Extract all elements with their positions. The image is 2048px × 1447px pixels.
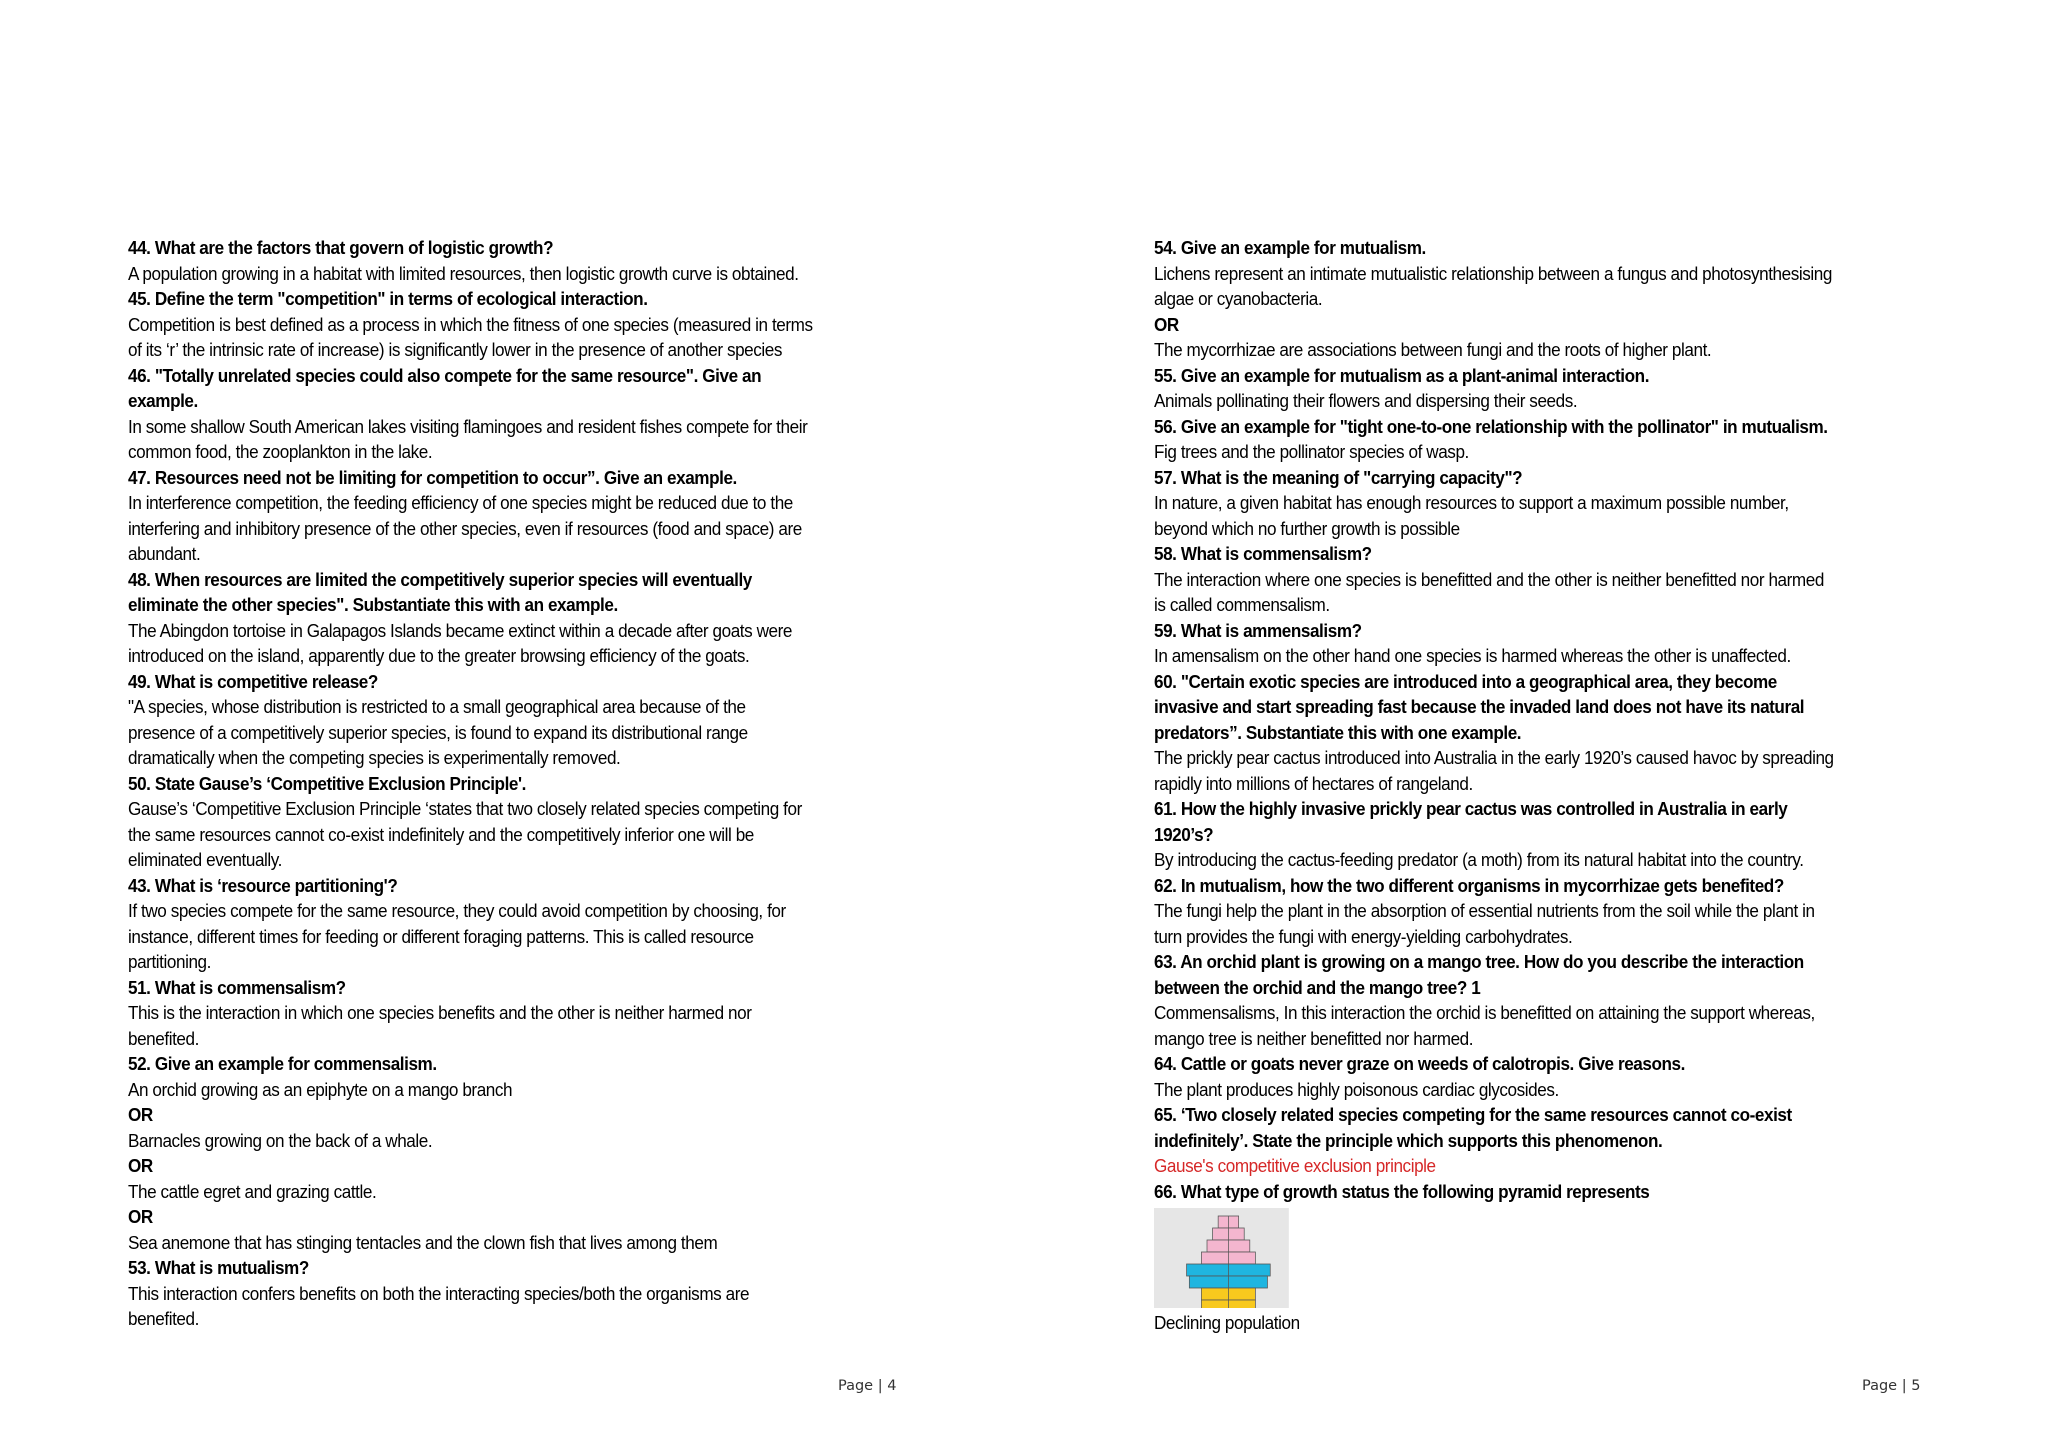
answer: Animals pollinating their flowers and dispersing their seeds.: [1154, 390, 1578, 411]
question: 60. "Certain exotic species are introduced into a geographical area, they become invasive and start spreading fast because the invaded land does not have its natural predators”. Substantiate this with one example.: [1154, 670, 1805, 743]
left-page-content: [128, 235, 853, 1332]
or-separator: OR: [128, 1206, 153, 1227]
age-pyramid-figure: [1154, 1208, 1289, 1308]
question: 65. ‘Two closely related species competing for the same resources cannot co-exist indefinitely’. State the principle which supports this phenomenon.: [1154, 1104, 1792, 1151]
answer: The fungi help the plant in the absorption of essential nutrients from the soil while the plant in turn provides the fungi with energy-yielding carbohydrates.: [1154, 900, 1815, 947]
answer: A population growing in a habitat with limited resources, then logistic growth curve is obtained.: [128, 262, 799, 284]
answer: Lichens represent an intimate mutualistic relationship between a fungus and photosynthesising algae or cyanobacteria.: [1154, 262, 1832, 309]
question: 55. Give an example for mutualism as a plant-animal interaction.: [1154, 364, 1650, 386]
question: 63. An orchid plant is growing on a mango tree. How do you describe the interaction between the orchid and the mango tree? 1: [1154, 951, 1804, 998]
question: 52. Give an example for commensalism.: [128, 1053, 437, 1074]
answer: This interaction confers benefits on both the interacting species/both the organisms are benefited.: [128, 1282, 750, 1329]
question: 57. What is the meaning of "carrying capacity"?: [1154, 466, 1523, 488]
answer: In interference competition, the feeding efficiency of one species might be reduced due to the interfering and inhibitory presence of the other species, even if resources (food and space) are abundant.: [128, 492, 802, 564]
answer: The Abingdon tortoise in Galapagos Islands became extinct within a decade after goats were introduced on the island, apparently due to the greater browsing efficiency of the goats.: [128, 619, 793, 666]
answer: Gause’s ‘Competitive Exclusion Principle ‘states that two closely related species competing for the same resources cannot co-exist indefinitely and the competitively inferior one will be eliminated eventually.: [128, 798, 802, 870]
question: 58. What is commensalism?: [1154, 543, 1372, 564]
question: 47. Resources need not be limiting for competition to occur”. Give an example.: [128, 466, 737, 488]
answer: The mycorrhizae are associations between fungi and the roots of higher plant.: [1154, 339, 1712, 360]
right-page-content: [1154, 235, 1879, 1336]
answer: If two species compete for the same resource, they could avoid competition by choosing, for instance, different times for feeding or different foraging patterns. This is called resource partitioning.: [128, 900, 786, 972]
or-separator: OR: [128, 1104, 153, 1125]
pyramid-graphic: [1154, 1208, 1289, 1308]
answer: The interaction where one species is benefitted and the other is neither benefitted nor harmed is called commensalism.: [1154, 568, 1824, 615]
question: 56. Give an example for "tight one-to-one relationship with the pollinator" in mutualism.: [1154, 415, 1828, 437]
question: 49. What is competitive release?: [128, 670, 378, 692]
question: 61. How the highly invasive prickly pear cactus was controlled in Australia in early 1920’s?: [1154, 798, 1788, 845]
answer: The prickly pear cactus introduced into Australia in the early 1920’s caused havoc by spreading rapidly into millions of hectares of rangeland.: [1154, 747, 1834, 794]
answer: By introducing the cactus-feeding predator (a moth) from its natural habitat into the country.: [1154, 849, 1804, 870]
question: 66. What type of growth status the following pyramid represents: [1154, 1180, 1650, 1202]
question: 46. "Totally unrelated species could also compete for the same resource". Give an example.: [128, 364, 762, 411]
answer: Barnacles growing on the back of a whale.: [128, 1129, 433, 1151]
answer: In some shallow South American lakes visiting flamingoes and resident fishes compete for their common food, the zooplankton in the lake.: [128, 415, 808, 462]
question: 59. What is ammensalism?: [1154, 619, 1362, 641]
answer: Gause's competitive exclusion principle: [1154, 1155, 1436, 1176]
question: 54. Give an example for mutualism.: [1154, 237, 1426, 258]
or-separator: OR: [1154, 313, 1179, 335]
answer: Sea anemone that has stinging tentacles and the clown fish that lives among them: [128, 1231, 718, 1253]
answer: This is the interaction in which one species benefits and the other is neither harmed nor benefited.: [128, 1002, 752, 1049]
question: 45. Define the term "competition" in terms of ecological interaction.: [128, 288, 648, 309]
answer: "A species, whose distribution is restricted to a small geographical area because of the presence of a competitively superior species, is found to expand its distributional range dramatically when the competing species is experimentally removed.: [128, 696, 748, 768]
answer: Competition is best defined as a process in which the fitness of one species (measured in terms of its ‘r’ the intrinsic rate of increase) is significantly lower in the presence of another species: [128, 313, 813, 360]
answer: In nature, a given habitat has enough resources to support a maximum possible number, beyond which no further growth is possible: [1154, 492, 1789, 539]
page-5: [1024, 0, 2048, 1447]
answer: In amensalism on the other hand one species is harmed whereas the other is unaffected.: [1154, 645, 1791, 666]
pyramid-answer: Declining population: [1154, 1312, 1300, 1333]
or-separator: OR: [128, 1155, 153, 1176]
answer: Commensalisms, In this interaction the orchid is benefitted on attaining the support whereas, mango tree is neither benefitted nor harmed.: [1154, 1002, 1815, 1049]
question: 48. When resources are limited the competitively superior species will eventually eliminate the other species". Substantiate this with an example.: [128, 568, 752, 615]
question: 53. What is mutualism?: [128, 1257, 309, 1278]
page-number-4: Page | 4: [838, 1378, 897, 1394]
question: 50. State Gause’s ‘Competitive Exclusion Principle'.: [128, 772, 526, 794]
answer: An orchid growing as an epiphyte on a mango branch: [128, 1078, 513, 1100]
question: 43. What is ‘resource partitioning'?: [128, 874, 398, 896]
page-number-5: Page | 5: [1862, 1378, 1921, 1394]
answer: The plant produces highly poisonous cardiac glycosides.: [1154, 1078, 1559, 1100]
answer: The cattle egret and grazing cattle.: [128, 1180, 377, 1202]
answer: Fig trees and the pollinator species of wasp.: [1154, 441, 1469, 462]
question: 62. In mutualism, how the two different organisms in mycorrhizae gets benefited?: [1154, 874, 1784, 896]
question: 44. What are the factors that govern of logistic growth?: [128, 237, 554, 258]
question: 64. Cattle or goats never graze on weeds of calotropis. Give reasons.: [1154, 1053, 1685, 1074]
question: 51. What is commensalism?: [128, 976, 346, 998]
